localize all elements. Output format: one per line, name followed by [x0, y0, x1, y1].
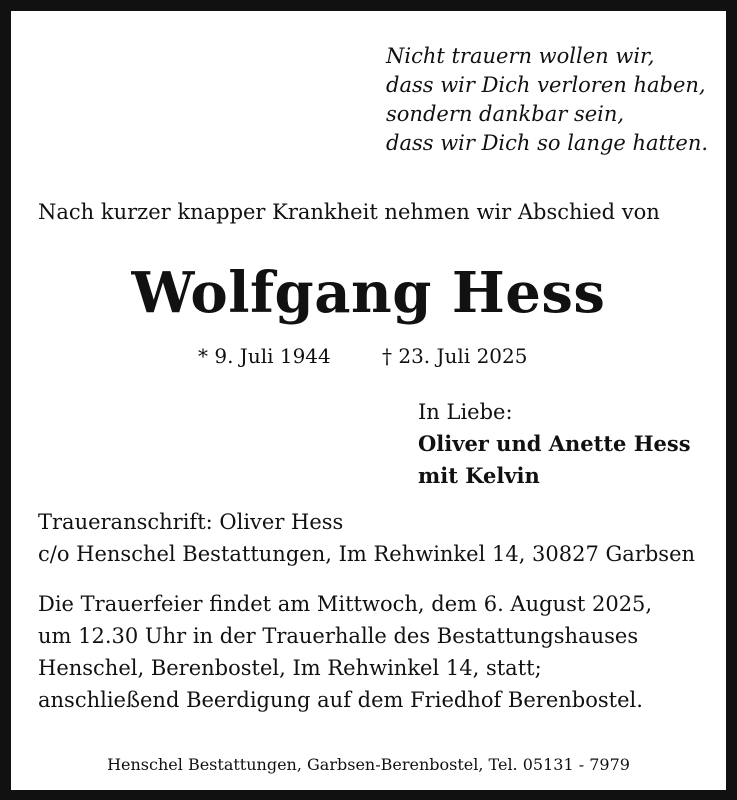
- deceased-name: Wolfgang Hess: [131, 260, 606, 326]
- motto-line: sondern dankbar sein,: [386, 102, 625, 126]
- ceremony-details: [38, 588, 652, 716]
- ceremony-line: Die Trauerfeier findet am Mittwoch, dem 6. August 2025,: [38, 592, 653, 616]
- intro-text: Nach kurzer knapper Krankheit nehmen wir Abschied von: [38, 200, 660, 224]
- mourners-name: mit Kelvin: [418, 463, 540, 488]
- ceremony-line: Henschel, Berenbostel, Im Rehwinkel 14, statt;: [38, 656, 542, 680]
- ceremony-line: um 12.30 Uhr in der Trauerhalle des Bestattungshauses: [38, 624, 639, 648]
- funeral-home-footer: Henschel Bestattungen, Garbsen-Berenbostel, Tel. 05131 - 7979: [107, 755, 630, 774]
- mourners-label: In Liebe:: [418, 400, 513, 424]
- mourners-name: Oliver und Anette Hess: [418, 431, 691, 456]
- address-line: c/o Henschel Bestattungen, Im Rehwinkel 14, 30827 Garbsen: [38, 542, 696, 566]
- mourners-block: [418, 396, 691, 492]
- death-date: † 23. Juli 2025: [382, 344, 528, 368]
- birth-date: * 9. Juli 1944: [198, 344, 331, 368]
- address-line: Traueranschrift: Oliver Hess: [38, 510, 344, 534]
- ceremony-line: anschließend Beerdigung auf dem Friedhof Berenbostel.: [38, 688, 643, 712]
- motto-line: Nicht trauern wollen wir,: [386, 44, 655, 68]
- motto-line: dass wir Dich so lange hatten.: [386, 131, 709, 155]
- motto-line: dass wir Dich verloren haben,: [386, 73, 706, 97]
- motto-poem: [386, 42, 708, 158]
- mourning-address: [38, 506, 695, 570]
